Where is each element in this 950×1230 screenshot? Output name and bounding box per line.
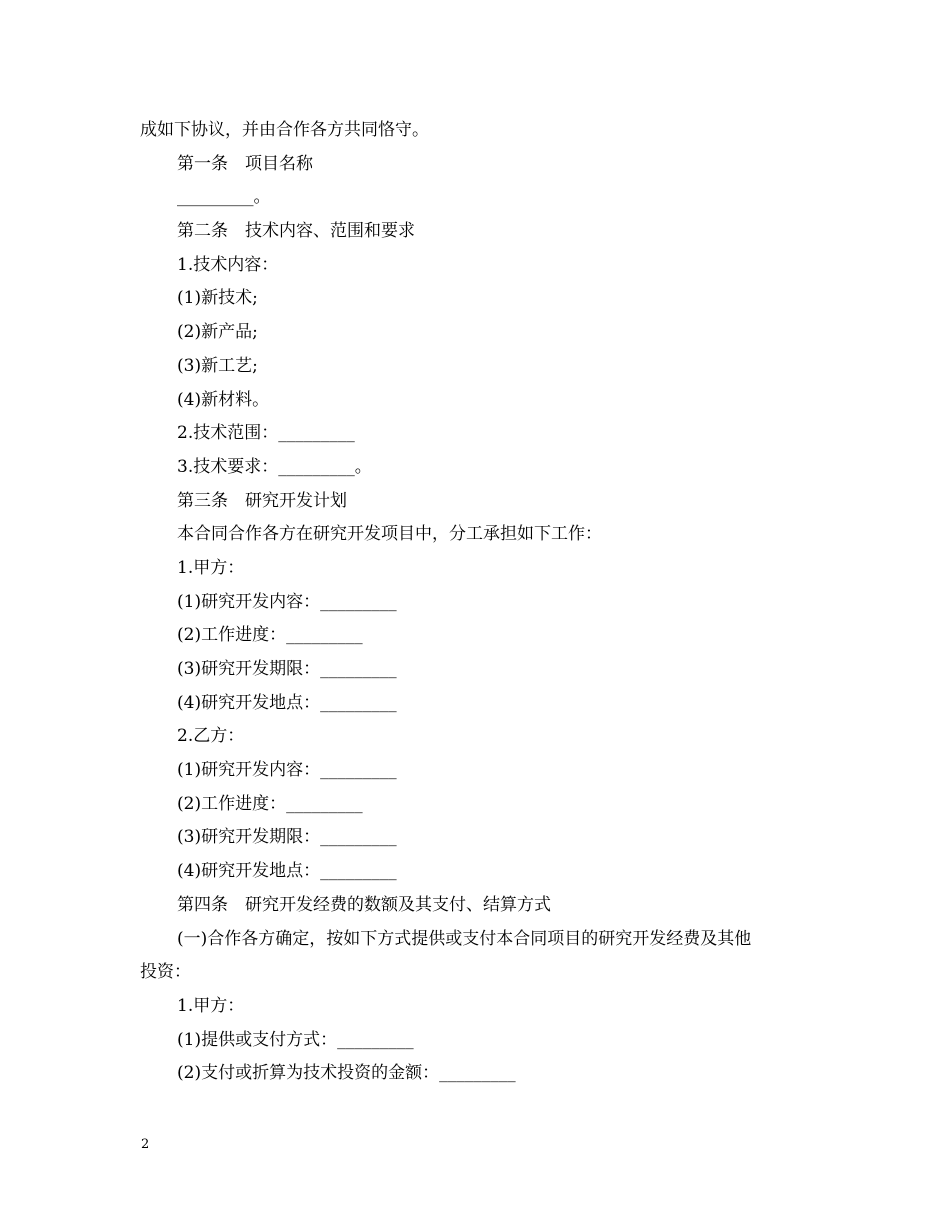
document-line: 1.甲方： xyxy=(177,557,245,578)
document-line: (2)新产品; xyxy=(177,322,258,343)
document-line: (2)工作进度：_________ xyxy=(177,625,363,646)
document-line: (1)新技术; xyxy=(177,288,258,309)
document-line: 第一条 项目名称 xyxy=(177,153,313,174)
document-line: (一)合作各方确定，按如下方式提供或支付本合同项目的研究开发经费及其他 xyxy=(177,928,752,949)
document-line: 2.乙方： xyxy=(177,726,245,747)
document-line: _________。 xyxy=(177,187,271,208)
document-line: 成如下协议，并由合作各方共同恪守。 xyxy=(140,120,429,140)
document-line: 3.技术要求：_________。 xyxy=(177,456,372,477)
document-line: 1.技术内容： xyxy=(177,254,279,275)
document-line: (1)研究开发内容：_________ xyxy=(177,760,397,781)
document-line: 第三条 研究开发计划 xyxy=(177,490,347,511)
document-line: (3)新工艺; xyxy=(177,355,258,376)
document-line: 第四条 研究开发经费的数额及其支付、结算方式 xyxy=(177,894,551,915)
document-line: (4)研究开发地点：_________ xyxy=(177,861,397,882)
document-line: (2)工作进度：_________ xyxy=(177,793,363,814)
document-line: 本合同合作各方在研究开发项目中，分工承担如下工作： xyxy=(177,524,602,545)
document-line: (1)研究开发内容：_________ xyxy=(177,591,397,612)
document-line: (4)研究开发地点：_________ xyxy=(177,692,397,713)
document-line: (3)研究开发期限：_________ xyxy=(177,827,397,848)
page-number: 2 xyxy=(141,1137,150,1152)
document-line: 1.甲方： xyxy=(177,995,245,1016)
document-line: (2)支付或折算为技术投资的金额：_________ xyxy=(177,1063,516,1084)
document-line: (1)提供或支付方式：_________ xyxy=(177,1029,414,1050)
document-line: 投资： xyxy=(140,962,191,983)
document-line: (3)研究开发期限：_________ xyxy=(177,659,397,679)
document-line: 2.技术范围：_________ xyxy=(177,423,355,444)
document-body xyxy=(140,114,820,1091)
document-line: (4)新材料。 xyxy=(177,389,270,410)
document-line: 第二条 技术内容、范围和要求 xyxy=(177,221,415,242)
